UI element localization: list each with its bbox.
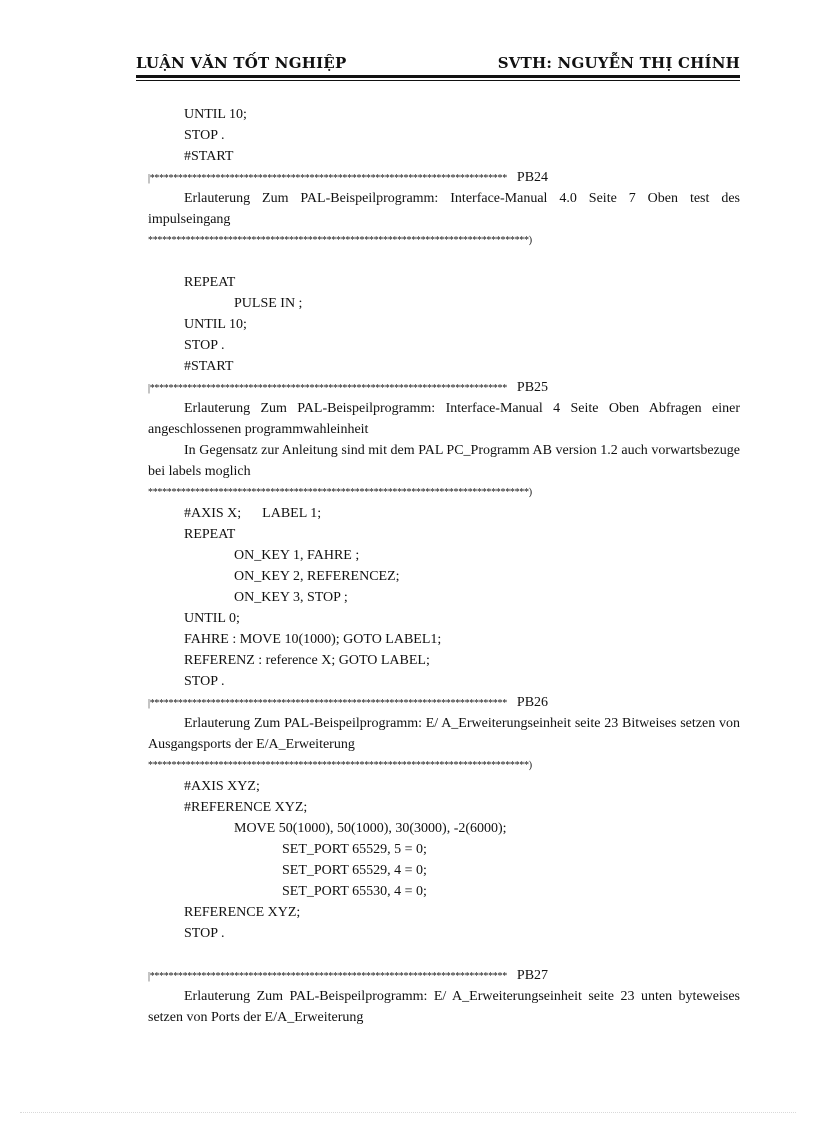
comment-paragraph: Erlauterung Zum PAL-Beispeilprogramm: Interface-Manual 4 Seite Oben Abfragen einer angeschlossenen programmwahleinheit [148, 401, 740, 437]
comment-open-pb24 [148, 167, 740, 188]
header-rule-thick [136, 75, 740, 78]
code-line: REPEAT [184, 527, 236, 542]
code-line: SET_PORT 65529, 4 = 0; [282, 863, 427, 878]
code-line: #AXIS X; LABEL 1; [184, 506, 322, 521]
code-line: FAHRE : MOVE 10(1000); GOTO LABEL1; [184, 632, 442, 647]
code-line: STOP . [184, 128, 225, 143]
page-bottom-divider [20, 1112, 796, 1113]
comment-stars: |**************************************************************************** [148, 698, 507, 709]
code-line: #START [184, 359, 234, 374]
program-block-label: PB25 [516, 380, 549, 395]
comment-open-pb25 [148, 377, 740, 398]
blank-line [148, 944, 740, 965]
code-line: #AXIS XYZ; [184, 779, 260, 794]
comment-close: *********************************************************************************) [148, 235, 532, 246]
code-line: MOVE 50(1000), 50(1000), 30(3000), -2(6000); [234, 821, 507, 836]
comment-stars: |**************************************************************************** [148, 383, 507, 394]
program-block-label: PB27 [516, 968, 549, 983]
code-line: #REFERENCE XYZ; [184, 800, 308, 815]
comment-close: *********************************************************************************) [148, 760, 532, 771]
header-rule-thin [136, 80, 740, 81]
code-line: UNTIL 0; [184, 611, 240, 626]
page-header [136, 50, 740, 76]
code-line: PULSE IN ; [234, 296, 303, 311]
comment-close: *********************************************************************************) [148, 487, 532, 498]
blank-line [148, 251, 740, 272]
code-line: ON_KEY 2, REFERENCEZ; [234, 569, 400, 584]
header-thesis-title: LUẬN VĂN TỐT NGHIỆP [136, 54, 347, 72]
code-line: ON_KEY 3, STOP ; [234, 590, 348, 605]
code-line: REFERENCE XYZ; [184, 905, 301, 920]
program-block-label: PB26 [516, 695, 549, 710]
comment-paragraph: In Gegensatz zur Anleitung sind mit dem PAL PC_Programm AB version 1.2 auch vorwartsbezuge bei labels moglich [148, 443, 740, 479]
code-line: UNTIL 10; [184, 317, 247, 332]
comment-paragraph: Erlauterung Zum PAL-Beispeilprogramm: Interface-Manual 4.0 Seite 7 Oben test des impulseingang [148, 191, 740, 227]
document-body [148, 104, 740, 1028]
comment-paragraph: Erlauterung Zum PAL-Beispeilprogramm: E/ A_Erweiterungseinheit seite 23 Bitweises setzen von Ausgangsports der E/A_Erweiterung [148, 716, 740, 752]
code-line: ON_KEY 1, FAHRE ; [234, 548, 360, 563]
code-line: SET_PORT 65530, 4 = 0; [282, 884, 427, 899]
comment-open-pb26 [148, 692, 740, 713]
header-student-name: SVTH: NGUYỄN THỊ CHÍNH [497, 54, 740, 72]
code-line: STOP . [184, 674, 225, 689]
program-block-label: PB24 [516, 170, 549, 185]
code-line: STOP . [184, 926, 225, 941]
comment-stars: |**************************************************************************** [148, 971, 507, 982]
comment-stars: |**************************************************************************** [148, 173, 507, 184]
code-line: #START [184, 149, 234, 164]
code-line: UNTIL 10; [184, 107, 247, 122]
comment-paragraph: Erlauterung Zum PAL-Beispeilprogramm: E/ A_Erweiterungseinheit seite 23 unten byteweises setzen von Ports der E/A_Erweiterung [148, 989, 740, 1025]
comment-open-pb27 [148, 965, 740, 986]
code-line: STOP . [184, 338, 225, 353]
code-line: REFERENZ : reference X; GOTO LABEL; [184, 653, 430, 668]
code-line: SET_PORT 65529, 5 = 0; [282, 842, 427, 857]
code-line: REPEAT [184, 275, 236, 290]
